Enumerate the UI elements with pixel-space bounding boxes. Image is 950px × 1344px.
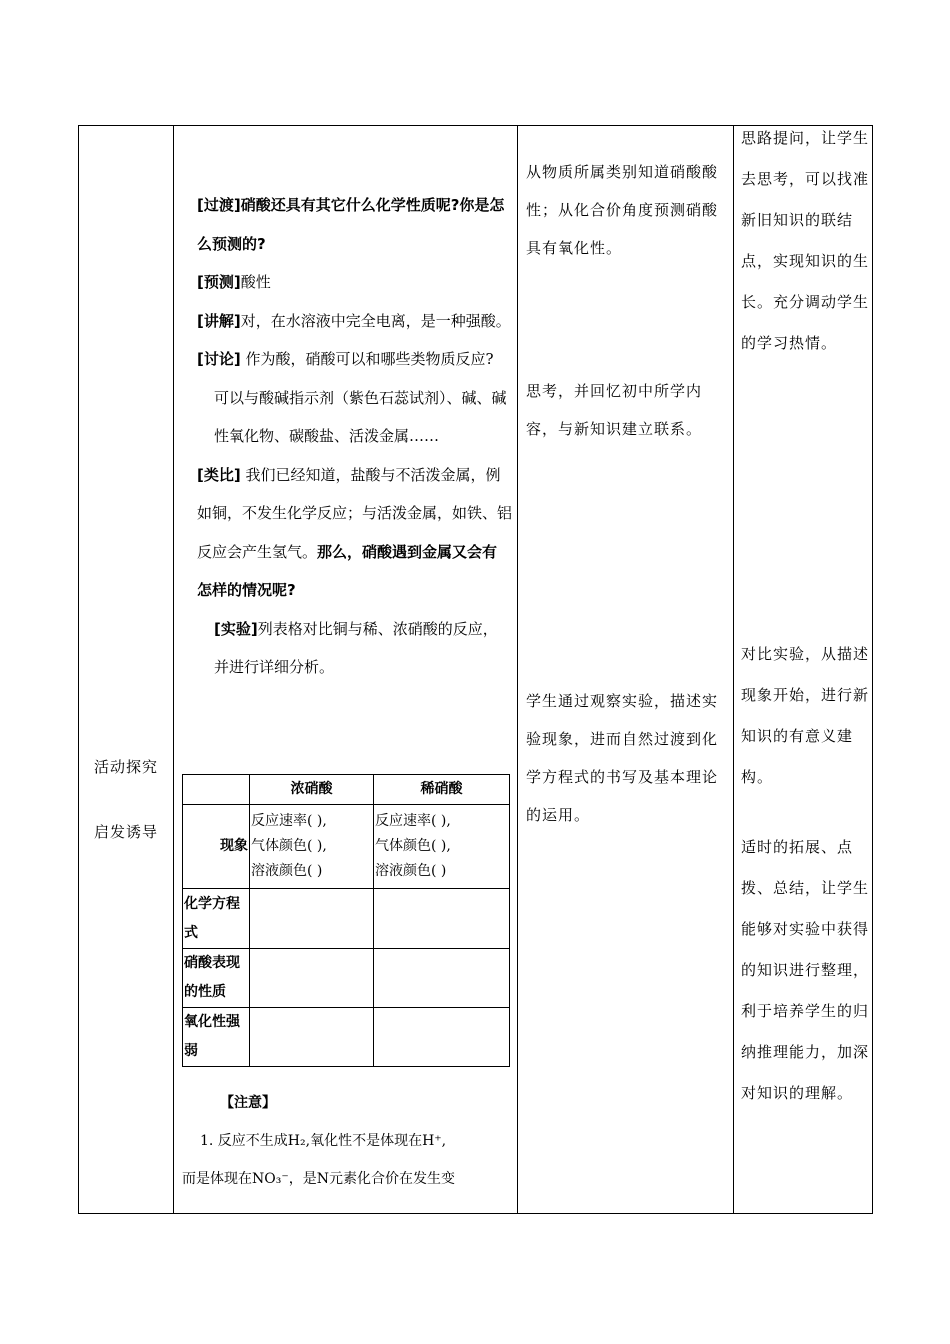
design-intent-3: 适时的拓展、点拨、总结，让学生能够对实验中获得的知识进行整理，利于培养学生的归纳推理能力，加深对知识的理解。	[741, 838, 870, 1102]
row-label-equation: 化学方程式	[183, 889, 250, 949]
stage-column	[79, 756, 173, 886]
table-row	[183, 805, 510, 889]
analogy-text: 我们已经知道，盐酸与不活泼金属，例如铜，不发生化学反应；与活泼金属，如铁、铝反应会产生氢气。	[197, 465, 513, 561]
discuss-label: [讨论]	[197, 350, 241, 368]
stage-label-1: 活动探究	[93, 758, 158, 776]
table-cell	[183, 775, 250, 805]
table-cell	[250, 949, 374, 1008]
predict-text: 酸性	[240, 273, 271, 291]
table-row	[183, 889, 510, 949]
notes-section	[182, 1084, 512, 1198]
teacher-activity-column	[182, 186, 512, 687]
transition-label: [过渡]	[197, 196, 241, 214]
design-intent-1: 思路提问，让学生去思考，可以找准新旧知识的联结点，实现知识的生长。充分调动学生的学习热情。	[741, 129, 870, 352]
stage-label-2: 启发诱导	[93, 823, 158, 841]
comparison-table	[182, 774, 510, 1067]
lesson-table	[78, 125, 873, 1214]
table-cell	[374, 805, 510, 889]
transition-text: 硝酸还具有其它什么化学性质呢?你是怎么预测的?	[197, 196, 505, 253]
student-activity-1: 从物质所属类别知道硝酸酸性；从化合价角度预测硝酸具有氧化性。	[526, 163, 719, 257]
student-activity-2: 思考，并回忆初中所学内容，与新知识建立联系。	[526, 382, 703, 438]
explain-text: 对，在水溶液中完全电离，是一种强酸。	[240, 311, 511, 330]
explain-label: [讲解]	[197, 311, 241, 330]
table-cell	[374, 1008, 510, 1067]
design-intent-2: 对比实验，从描述现象开始，进行新知识的有意义建构。	[741, 645, 870, 786]
table-row	[183, 775, 510, 805]
phenomenon-line: 气体颜色( ),	[251, 838, 327, 854]
table-cell	[250, 805, 374, 889]
row-label-phenomenon: 现象	[183, 805, 250, 889]
table-row	[183, 949, 510, 1008]
table-header: 稀硝酸	[374, 775, 510, 805]
table-row	[183, 1008, 510, 1067]
notes-title: 【注意】	[220, 1095, 276, 1111]
column-divider	[173, 126, 174, 1213]
discuss-text: 作为酸，硝酸可以和哪些类物质反应?	[245, 350, 494, 368]
notes-line: 而是体现在NO₃⁻，是N元素化合价在发生变	[182, 1171, 455, 1187]
table-cell	[250, 889, 374, 949]
phenomenon-line: 溶液颜色( )	[375, 863, 447, 879]
table-cell	[250, 1008, 374, 1067]
table-cell	[374, 889, 510, 949]
row-label-oxidizing: 氧化性强弱	[183, 1008, 250, 1067]
row-label-property: 硝酸表现的性质	[183, 949, 250, 1008]
analogy-label: [类比]	[197, 465, 241, 484]
experiment-text: 列表格对比铜与稀、浓硝酸的反应，并进行详细分析。	[214, 619, 498, 676]
column-divider	[733, 126, 734, 1213]
phenomenon-line: 反应速率( ),	[375, 813, 451, 829]
phenomenon-line: 反应速率( ),	[251, 813, 327, 829]
phenomenon-line: 气体颜色( ),	[375, 838, 451, 854]
experiment-label: [实验]	[214, 619, 258, 638]
table-cell	[374, 949, 510, 1008]
phenomenon-line: 溶液颜色( )	[251, 863, 323, 879]
student-activity-3: 学生通过观察实验，描述实验现象，进而自然过渡到化学方程式的书写及基本理论的运用。	[526, 692, 719, 824]
table-header: 浓硝酸	[250, 775, 374, 805]
analogy-question: 那么，硝酸遇到金属又会有怎样的情况呢?	[197, 542, 498, 599]
answer-text: 可以与酸碱指示剂（紫色石蕊试剂）、碱、碱性氧化物、碳酸盐、活泼金属……	[214, 388, 507, 445]
column-divider	[517, 126, 518, 1213]
predict-label: [预测]	[197, 273, 241, 291]
notes-line: 1. 反应不生成H₂,氧化性不是体现在H⁺,	[200, 1133, 447, 1149]
